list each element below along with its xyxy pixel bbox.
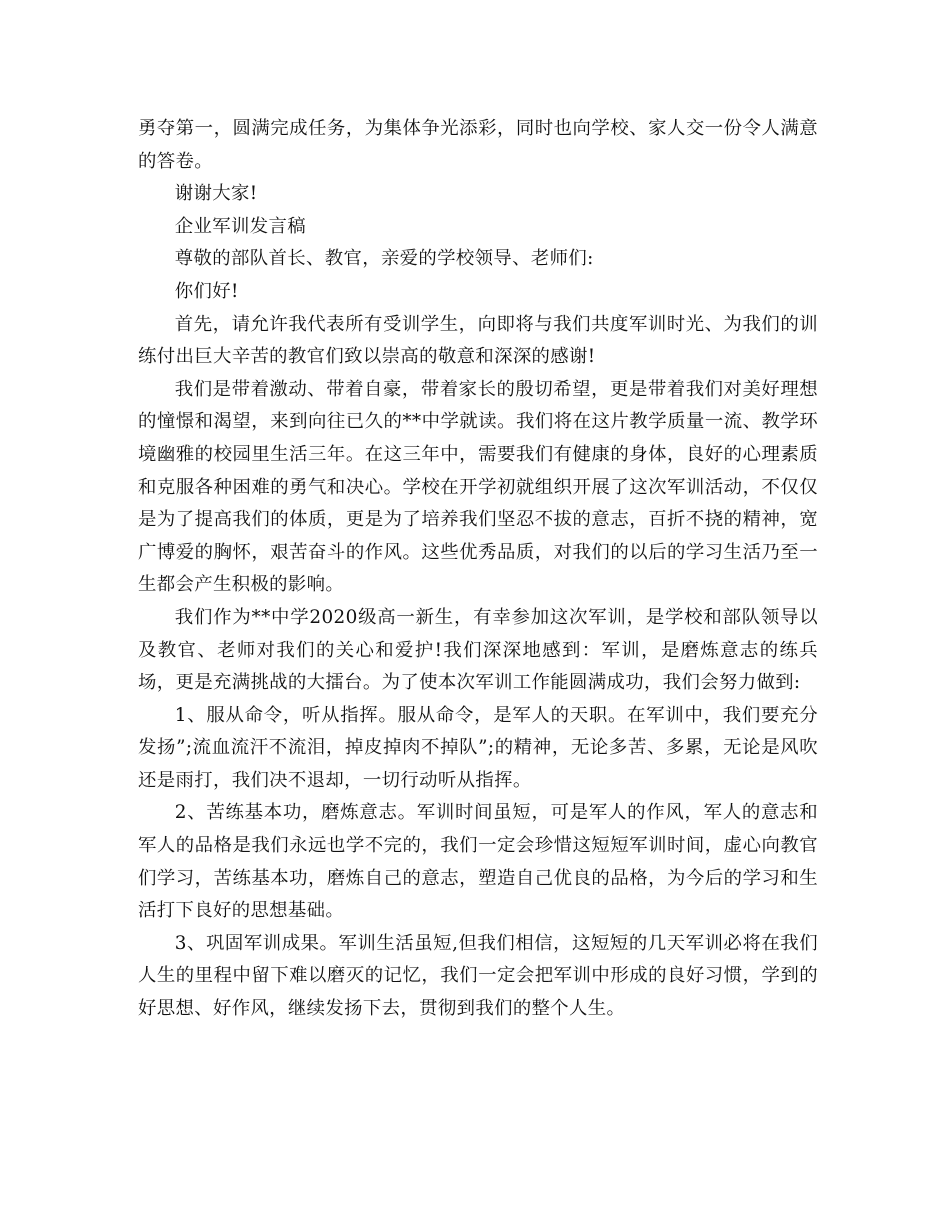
paragraph-school-intro: 我们是带着激动、带着自豪，带着家长的殷切希望，更是带着我们对美好理想的憧憬和渴望，来到向往已久的**中学就读。我们将在这片教学质量一流、教学环境幽雅的校园里生活三年。在这三年中，需要我们有健康的身体，良好的心理素质和克服各种困难的勇气和决心。学校在开学初就组织开展了这次军训活动，不仅仅是为了提高我们的体质，更是为了培养我们坚忍不拔的意志，百折不挠的精神，宽广博爱的胸怀，艰苦奋斗的作风。这些优秀品质，对我们的以后的学习生活乃至一生都会产生积极的影响。: [138, 378, 818, 596]
document-body: [138, 113, 818, 1026]
greeting: 你们好!: [174, 280, 239, 302]
paragraph-commitment: 我们作为**中学2020级高一新生，有幸参加这次军训，是学校和部队领导以及教官、老师对我们的关心和爱护!我们深深地感到：军训，是磨炼意志的练兵场，更是充满挑战的大擂台。为了使本次军训工作能圆满成功，我们会努力做到:: [138, 606, 818, 694]
list-item-obey-orders: 1、服从命令，听从指挥。服从命令，是军人的天职。在军训中，我们要充分发扬”;流血流汗不流泪，掉皮掉肉不掉队”;的精神，无论多苦、多累，无论是风吹还是雨打，我们决不退却，一切行动听从指挥。: [138, 704, 818, 791]
list-item-consolidate-results: 3、巩固军训成果。军训生活虽短,但我们相信，这短短的几天军训必将在我们人生的里程中留下难以磨灭的记忆，我们一定会把军训中形成的良好习惯，学到的好思想、好作风，继续发扬下去，贯彻到我们的整个人生。: [138, 932, 818, 1020]
document-title: 企业军训发言稿: [174, 215, 306, 237]
paragraph-continuation: 勇夺第一，圆满完成任务，为集体争光添彩，同时也向学校、家人交一份令人满意的答卷。: [138, 118, 818, 172]
list-item-practice-basics: 2、苦练基本功，磨炼意志。军训时间虽短，可是军人的作风，军人的意志和军人的品格是我们永远也学不完的，我们一定会珍惜这短短军训时间，虚心向教官们学习，苦练基本功，磨炼自己的意志，塑造自己优良的品格，为今后的学习和生活打下良好的思想基础。: [138, 802, 818, 922]
salutation: 尊敬的部队首长、教官，亲爱的学校领导、老师们:: [174, 248, 594, 270]
paragraph-thanks: 谢谢大家!: [174, 183, 258, 205]
paragraph-gratitude: 首先，请允许我代表所有受训学生，向即将与我们共度军训时光、为我们的训练付出巨大辛苦的教官们致以崇高的敬意和深深的感谢!: [138, 313, 818, 368]
